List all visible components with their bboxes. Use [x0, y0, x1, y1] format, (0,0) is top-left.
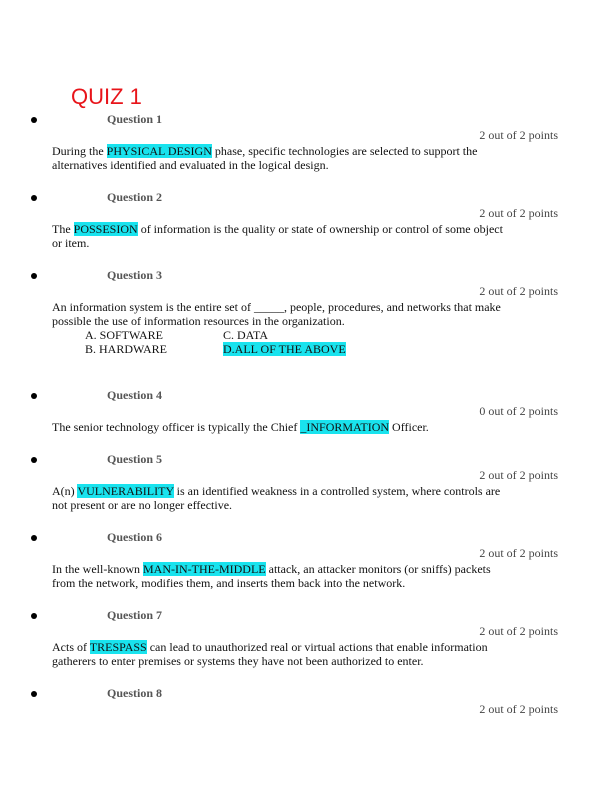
answer-highlight: MAN-IN-THE-MIDDLE	[142, 562, 266, 576]
question-points: 2 out of 2 points	[479, 702, 558, 716]
question-text: An information system is the entire set of _____, people, procedures, and networks that make possible the use of information resources in the organization. A. SOFTWARE B. HARDWARE C. DATA D.ALL OF THE ABOVE	[52, 300, 507, 356]
bullet-icon	[31, 117, 37, 123]
question-label: Question 4	[107, 388, 163, 402]
question-text: The POSSESION of information is the quality or state of ownership or control of some object or item.	[52, 222, 503, 250]
answer-highlight: _INFORMATION	[300, 420, 390, 434]
question-label: Question 6	[107, 530, 163, 544]
question-text: During the PHYSICAL DESIGN phase, specific technologies are selected to support the alternatives identified and evaluated in the logical design.	[52, 144, 478, 172]
question-text: In the well-known MAN-IN-THE-MIDDLE attack, an attacker monitors (or sniffs) packets from the network, modifies them, and inserts them back into the network.	[52, 562, 491, 590]
answer-highlight: POSSESION	[73, 222, 138, 236]
bullet-icon	[31, 393, 37, 399]
question-points: 2 out of 2 points	[479, 624, 558, 638]
option-d-highlight: D.ALL OF THE ABOVE	[223, 342, 346, 356]
answer-options	[52, 328, 507, 356]
question-points: 2 out of 2 points	[479, 284, 558, 298]
option-c: C. DATA	[223, 328, 269, 342]
bullet-icon	[31, 535, 37, 541]
question-text: Acts of TRESPASS can lead to unauthorized real or virtual actions that enable information gatherers to enter premises or systems they have not been authorized to enter.	[52, 640, 488, 668]
option-a: A. SOFTWARE	[85, 328, 164, 342]
question-label: Question 3	[107, 268, 163, 282]
question-label: Question 7	[107, 608, 163, 622]
bullet-icon	[31, 273, 37, 279]
answer-highlight: PHYSICAL DESIGN	[106, 144, 212, 158]
bullet-icon	[31, 195, 37, 201]
question-text: A(n) VULNERABILITY is an identified weakness in a controlled system, where controls are not present or are no longer effective.	[52, 484, 501, 512]
question-points: 2 out of 2 points	[479, 468, 558, 482]
bullet-icon	[31, 613, 37, 619]
answer-highlight: TRESPASS	[89, 640, 147, 654]
question-points: 2 out of 2 points	[479, 206, 558, 220]
question-label: Question 5	[107, 452, 163, 466]
question-points: 2 out of 2 points	[479, 546, 558, 560]
question-label: Question 1	[107, 112, 163, 126]
answer-highlight: VULNERABILITY	[77, 484, 174, 498]
quiz-title: QUIZ 1	[71, 84, 142, 109]
question-points: 2 out of 2 points	[479, 128, 558, 142]
question-label: Question 2	[107, 190, 163, 204]
option-b: B. HARDWARE	[85, 342, 168, 356]
bullet-icon	[31, 457, 37, 463]
question-label: Question 8	[107, 686, 163, 700]
question-text: The senior technology officer is typically the Chief _INFORMATION Officer.	[52, 420, 429, 434]
question-points: 0 out of 2 points	[479, 404, 558, 418]
bullet-icon	[31, 691, 37, 697]
